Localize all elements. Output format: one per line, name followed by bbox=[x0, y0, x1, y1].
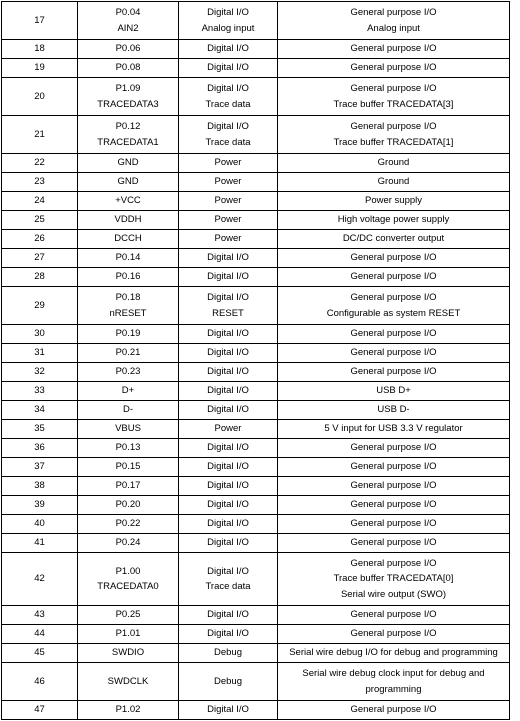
pin-description-line: General purpose I/O bbox=[350, 366, 437, 378]
pin-name-cell bbox=[78, 2, 179, 40]
table-row bbox=[2, 325, 510, 344]
pin-name-cell bbox=[78, 59, 179, 78]
pin-type-line: Debug bbox=[214, 647, 242, 659]
pin-type-cell bbox=[179, 325, 278, 344]
pin-name-line: P0.23 bbox=[115, 366, 141, 378]
pin-name-cell bbox=[78, 268, 179, 287]
pin-description-line: General purpose I/O bbox=[350, 461, 437, 473]
pin-type-cell bbox=[179, 268, 278, 287]
table-row bbox=[2, 173, 510, 192]
table-row bbox=[2, 439, 510, 458]
pin-number-cell: 26 bbox=[2, 230, 78, 249]
pin-type-line: Digital I/O bbox=[207, 7, 249, 18]
pin-name-cell bbox=[78, 230, 179, 249]
pin-name-line: TRACEDATA3 bbox=[97, 98, 159, 110]
pin-type-line: RESET bbox=[212, 307, 244, 319]
pin-type-cell bbox=[179, 230, 278, 249]
pin-description-line: Trace buffer TRACEDATA[3] bbox=[333, 98, 454, 110]
pin-table-body bbox=[2, 2, 510, 720]
pin-type-line: Digital I/O bbox=[207, 404, 249, 416]
pin-type-cell bbox=[179, 2, 278, 40]
pin-type-cell bbox=[179, 59, 278, 78]
pin-number-cell: 31 bbox=[2, 344, 78, 363]
pin-name-cell bbox=[78, 606, 179, 625]
pin-name-line: DCCH bbox=[114, 233, 142, 245]
pin-description-line: General purpose I/O bbox=[350, 518, 437, 530]
pin-type-line: Power bbox=[214, 195, 242, 207]
pin-type-cell bbox=[179, 606, 278, 625]
pin-number-cell: 33 bbox=[2, 382, 78, 401]
pin-description-cell bbox=[278, 78, 510, 116]
pin-type-line: Trace data bbox=[205, 581, 251, 592]
table-row bbox=[2, 154, 510, 173]
pin-description-cell bbox=[278, 458, 510, 477]
pin-type-cell bbox=[179, 40, 278, 59]
pin-description-cell bbox=[278, 192, 510, 211]
pin-number-cell: 38 bbox=[2, 477, 78, 496]
pin-number-cell: 39 bbox=[2, 496, 78, 515]
table-row bbox=[2, 363, 510, 382]
pin-type-cell bbox=[179, 78, 278, 116]
pin-type-cell bbox=[179, 439, 278, 458]
pin-name-line: P0.19 bbox=[115, 328, 141, 340]
pin-description-line: Ground bbox=[377, 176, 410, 188]
pin-name-line: P0.06 bbox=[115, 43, 141, 55]
pin-name-line: P0.08 bbox=[115, 62, 141, 74]
pin-assignment-table bbox=[1, 1, 510, 720]
pin-type-line: Digital I/O bbox=[207, 609, 249, 621]
pin-name-cell bbox=[78, 625, 179, 644]
pin-type-line: Digital I/O bbox=[207, 292, 249, 303]
pin-description-line: High voltage power supply bbox=[337, 214, 450, 226]
pin-number-cell: 29 bbox=[2, 287, 78, 325]
table-row bbox=[2, 211, 510, 230]
pin-number-cell: 25 bbox=[2, 211, 78, 230]
pin-name-line: P1.09 bbox=[115, 83, 141, 94]
pin-name-line: SWDIO bbox=[111, 647, 145, 659]
pin-description-cell bbox=[278, 477, 510, 496]
pin-type-cell bbox=[179, 192, 278, 211]
pin-name-line: P0.25 bbox=[115, 609, 141, 621]
pin-type-line: Digital I/O bbox=[207, 252, 249, 264]
pin-description-cell bbox=[278, 382, 510, 401]
pin-name-cell bbox=[78, 701, 179, 720]
pin-type-line: Digital I/O bbox=[207, 366, 249, 378]
pin-name-line: P0.13 bbox=[115, 442, 141, 454]
pin-description-cell bbox=[278, 40, 510, 59]
pin-number-cell: 23 bbox=[2, 173, 78, 192]
pin-number-cell: 28 bbox=[2, 268, 78, 287]
pin-name-cell bbox=[78, 192, 179, 211]
pin-number-cell: 35 bbox=[2, 420, 78, 439]
pin-type-line: Digital I/O bbox=[207, 518, 249, 530]
table-row bbox=[2, 644, 510, 663]
pin-name-line: P0.14 bbox=[115, 252, 141, 264]
pin-description-cell bbox=[278, 363, 510, 382]
pin-name-line: D- bbox=[122, 404, 134, 416]
pin-description-cell bbox=[278, 625, 510, 644]
pin-description-cell bbox=[278, 116, 510, 154]
pin-name-cell bbox=[78, 496, 179, 515]
pin-description-line: General purpose I/O bbox=[350, 83, 437, 94]
pin-description-cell bbox=[278, 496, 510, 515]
pin-type-cell bbox=[179, 382, 278, 401]
pin-type-cell bbox=[179, 663, 278, 701]
table-row bbox=[2, 230, 510, 249]
pin-type-cell bbox=[179, 154, 278, 173]
pin-name-line: P0.16 bbox=[115, 271, 141, 283]
pin-type-cell bbox=[179, 420, 278, 439]
pin-name-cell bbox=[78, 401, 179, 420]
pin-description-cell bbox=[278, 420, 510, 439]
pin-name-cell bbox=[78, 382, 179, 401]
pin-type-line: Power bbox=[214, 233, 242, 245]
pin-number-cell: 27 bbox=[2, 249, 78, 268]
pin-type-cell bbox=[179, 477, 278, 496]
pin-type-line: Digital I/O bbox=[207, 43, 249, 55]
table-row bbox=[2, 496, 510, 515]
pin-description-line: Ground bbox=[377, 157, 410, 169]
pin-name-line: nRESET bbox=[109, 307, 147, 319]
table-row bbox=[2, 344, 510, 363]
pin-name-line: P0.24 bbox=[115, 537, 141, 549]
pin-description-line: Serial wire debug clock input for debug and bbox=[302, 668, 485, 679]
pin-description-line: General purpose I/O bbox=[350, 609, 437, 621]
pin-description-cell bbox=[278, 59, 510, 78]
pin-description-line: General purpose I/O bbox=[350, 292, 437, 303]
pin-number-cell: 37 bbox=[2, 458, 78, 477]
pin-name-cell bbox=[78, 40, 179, 59]
pin-number-cell: 18 bbox=[2, 40, 78, 59]
pin-type-cell bbox=[179, 644, 278, 663]
pin-name-cell bbox=[78, 663, 179, 701]
pin-number-cell: 19 bbox=[2, 59, 78, 78]
pin-description-cell bbox=[278, 249, 510, 268]
pin-type-cell bbox=[179, 553, 278, 606]
pin-description-line: General purpose I/O bbox=[350, 347, 437, 359]
pin-number-cell: 40 bbox=[2, 515, 78, 534]
table-row bbox=[2, 192, 510, 211]
pin-description-line: USB D- bbox=[377, 404, 410, 416]
table-row bbox=[2, 382, 510, 401]
pin-type-line: Digital I/O bbox=[207, 537, 249, 549]
table-row bbox=[2, 116, 510, 154]
pin-name-cell bbox=[78, 420, 179, 439]
pin-type-cell bbox=[179, 401, 278, 420]
pin-type-line: Digital I/O bbox=[207, 347, 249, 359]
pin-name-cell bbox=[78, 154, 179, 173]
pin-type-line: Digital I/O bbox=[207, 385, 249, 397]
pin-description-line: General purpose I/O bbox=[350, 499, 437, 511]
pin-description-line: General purpose I/O bbox=[350, 43, 437, 55]
pin-description-line: programming bbox=[365, 683, 422, 695]
pin-description-line: General purpose I/O bbox=[350, 121, 437, 132]
pin-type-line: Digital I/O bbox=[207, 442, 249, 454]
pin-name-cell bbox=[78, 553, 179, 606]
pin-name-line: SWDCLK bbox=[107, 675, 149, 687]
pin-name-cell bbox=[78, 325, 179, 344]
pin-type-cell bbox=[179, 625, 278, 644]
pin-description-line: General purpose I/O bbox=[350, 628, 437, 640]
pin-description-line: General purpose I/O bbox=[350, 480, 437, 492]
pin-type-line: Digital I/O bbox=[207, 704, 249, 716]
pin-type-cell bbox=[179, 116, 278, 154]
pin-description-cell bbox=[278, 644, 510, 663]
pin-type-line: Digital I/O bbox=[207, 461, 249, 473]
pin-number-cell: 41 bbox=[2, 534, 78, 553]
table-row bbox=[2, 40, 510, 59]
pin-description-line: General purpose I/O bbox=[350, 328, 437, 340]
pin-name-cell bbox=[78, 477, 179, 496]
pin-number-cell: 45 bbox=[2, 644, 78, 663]
pin-description-cell bbox=[278, 2, 510, 40]
pin-description-cell bbox=[278, 325, 510, 344]
pin-number-cell: 30 bbox=[2, 325, 78, 344]
pin-description-line: General purpose I/O bbox=[350, 62, 437, 74]
pin-name-line: P0.17 bbox=[115, 480, 141, 492]
pin-number-cell: 36 bbox=[2, 439, 78, 458]
pin-description-line: General purpose I/O bbox=[350, 252, 437, 264]
pin-type-line: Power bbox=[214, 214, 242, 226]
pin-description-line: Power supply bbox=[364, 195, 423, 207]
pin-description-line: USB D+ bbox=[376, 385, 411, 397]
pin-number-cell: 43 bbox=[2, 606, 78, 625]
pin-name-line: P0.15 bbox=[115, 461, 141, 473]
pin-description-cell bbox=[278, 534, 510, 553]
pin-description-line: Analog input bbox=[367, 22, 420, 34]
pin-name-cell bbox=[78, 287, 179, 325]
pin-name-line: VBUS bbox=[115, 423, 141, 435]
pin-description-cell bbox=[278, 211, 510, 230]
pin-description-line: General purpose I/O bbox=[350, 704, 437, 716]
pin-description-cell bbox=[278, 173, 510, 192]
pin-type-cell bbox=[179, 534, 278, 553]
pin-name-cell bbox=[78, 211, 179, 230]
pin-description-line: General purpose I/O bbox=[350, 537, 437, 549]
pin-name-cell bbox=[78, 515, 179, 534]
table-row bbox=[2, 553, 510, 606]
pin-description-line: Trace buffer TRACEDATA[1] bbox=[333, 136, 454, 148]
pin-description-line: Serial wire output (SWO) bbox=[340, 588, 447, 600]
pin-type-line: Power bbox=[214, 157, 242, 169]
pin-description-cell bbox=[278, 268, 510, 287]
pin-type-line: Digital I/O bbox=[207, 328, 249, 340]
table-row bbox=[2, 663, 510, 701]
pin-number-cell: 34 bbox=[2, 401, 78, 420]
pin-name-line: GND bbox=[117, 176, 139, 188]
table-row bbox=[2, 625, 510, 644]
table-row bbox=[2, 458, 510, 477]
pin-type-line: Power bbox=[214, 423, 242, 435]
pin-description-line: General purpose I/O bbox=[350, 271, 437, 283]
pin-name-cell bbox=[78, 439, 179, 458]
pin-name-cell bbox=[78, 363, 179, 382]
table-row bbox=[2, 249, 510, 268]
pin-description-cell bbox=[278, 401, 510, 420]
pin-type-line: Digital I/O bbox=[207, 480, 249, 492]
pin-type-line: Digital I/O bbox=[207, 565, 249, 577]
pin-type-line: Digital I/O bbox=[207, 499, 249, 511]
pin-name-line: D+ bbox=[121, 385, 135, 397]
pin-description-cell bbox=[278, 344, 510, 363]
pin-name-line: AIN2 bbox=[117, 22, 139, 34]
pin-name-cell bbox=[78, 249, 179, 268]
pin-name-line: P0.04 bbox=[115, 7, 141, 18]
pin-number-cell: 42 bbox=[2, 553, 78, 606]
pin-name-line: P1.00 bbox=[115, 565, 141, 577]
pin-name-line: +VCC bbox=[115, 195, 141, 207]
pin-description-line: General purpose I/O bbox=[350, 557, 437, 569]
pin-name-line: P0.18 bbox=[115, 292, 141, 303]
pin-name-line: VDDH bbox=[114, 214, 142, 226]
pin-name-line: P0.22 bbox=[115, 518, 141, 530]
pin-type-line: Debug bbox=[214, 675, 242, 687]
pin-name-cell bbox=[78, 78, 179, 116]
pin-name-line: TRACEDATA0 bbox=[97, 581, 159, 592]
pin-number-cell: 17 bbox=[2, 2, 78, 40]
pin-type-line: Analog input bbox=[201, 22, 255, 34]
pin-type-cell bbox=[179, 515, 278, 534]
pin-type-cell bbox=[179, 458, 278, 477]
pin-type-line: Digital I/O bbox=[207, 271, 249, 283]
pin-description-cell bbox=[278, 663, 510, 701]
table-row bbox=[2, 701, 510, 720]
pin-type-line: Digital I/O bbox=[207, 62, 249, 74]
pin-description-line: Serial wire debug I/O for debug and programming bbox=[289, 647, 498, 659]
pin-name-line: P1.02 bbox=[115, 704, 141, 716]
pin-description-cell bbox=[278, 230, 510, 249]
pin-type-line: Digital I/O bbox=[207, 121, 249, 132]
pin-number-cell: 47 bbox=[2, 701, 78, 720]
pin-type-cell bbox=[179, 173, 278, 192]
pin-number-cell: 20 bbox=[2, 78, 78, 116]
pin-description-cell bbox=[278, 154, 510, 173]
pin-name-cell bbox=[78, 116, 179, 154]
pin-name-cell bbox=[78, 344, 179, 363]
table-row bbox=[2, 78, 510, 116]
pin-description-cell bbox=[278, 701, 510, 720]
pin-name-line: P0.20 bbox=[115, 499, 141, 511]
pin-type-cell bbox=[179, 344, 278, 363]
pin-name-line: GND bbox=[117, 157, 139, 169]
table-row bbox=[2, 606, 510, 625]
pin-number-cell: 21 bbox=[2, 116, 78, 154]
table-row bbox=[2, 287, 510, 325]
pin-type-cell bbox=[179, 249, 278, 268]
table-row bbox=[2, 420, 510, 439]
pin-number-cell: 46 bbox=[2, 663, 78, 701]
pin-type-cell bbox=[179, 211, 278, 230]
pin-name-cell bbox=[78, 458, 179, 477]
table-row bbox=[2, 2, 510, 40]
pin-type-cell bbox=[179, 496, 278, 515]
pin-description-line: 5 V input for USB 3.3 V regulator bbox=[324, 423, 463, 435]
table-row bbox=[2, 534, 510, 553]
table-row bbox=[2, 515, 510, 534]
pin-description-line: General purpose I/O bbox=[350, 7, 437, 18]
pin-description-cell bbox=[278, 287, 510, 325]
pin-type-cell bbox=[179, 363, 278, 382]
pin-name-cell bbox=[78, 644, 179, 663]
pin-name-line: P0.21 bbox=[115, 347, 141, 359]
pin-number-cell: 44 bbox=[2, 625, 78, 644]
pin-description-cell bbox=[278, 439, 510, 458]
pin-name-cell bbox=[78, 534, 179, 553]
pin-type-line: Trace data bbox=[205, 136, 251, 148]
table-row bbox=[2, 477, 510, 496]
pin-description-cell bbox=[278, 553, 510, 606]
pin-description-line: General purpose I/O bbox=[350, 442, 437, 454]
table-row bbox=[2, 59, 510, 78]
pin-number-cell: 22 bbox=[2, 154, 78, 173]
pin-description-line: Trace buffer TRACEDATA[0] bbox=[333, 573, 454, 585]
table-row bbox=[2, 401, 510, 420]
pin-description-cell bbox=[278, 515, 510, 534]
pin-name-line: TRACEDATA1 bbox=[97, 136, 159, 148]
pin-type-line: Digital I/O bbox=[207, 628, 249, 640]
pin-type-line: Trace data bbox=[205, 98, 251, 110]
pin-name-line: P1.01 bbox=[115, 628, 141, 640]
pin-description-line: Configurable as system RESET bbox=[326, 307, 461, 319]
pin-description-cell bbox=[278, 606, 510, 625]
pin-number-cell: 32 bbox=[2, 363, 78, 382]
pin-name-cell bbox=[78, 173, 179, 192]
pin-name-line: P0.12 bbox=[115, 121, 141, 132]
table-row bbox=[2, 268, 510, 287]
pin-type-cell bbox=[179, 701, 278, 720]
pin-type-line: Power bbox=[214, 176, 242, 188]
pin-type-cell bbox=[179, 287, 278, 325]
pin-description-line: DC/DC converter output bbox=[342, 233, 445, 245]
pin-type-line: Digital I/O bbox=[207, 83, 249, 94]
pin-number-cell: 24 bbox=[2, 192, 78, 211]
